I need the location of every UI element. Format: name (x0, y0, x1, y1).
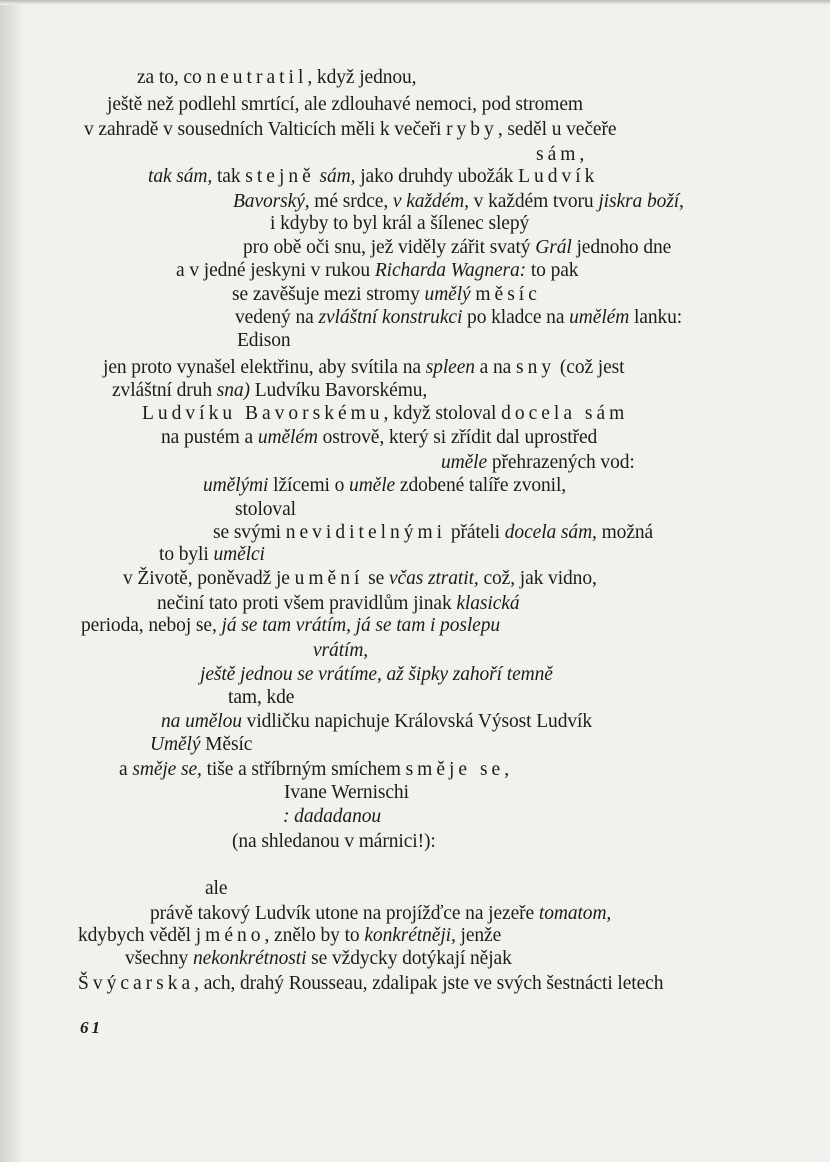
italic-segment: umělém (569, 307, 630, 328)
italic-segment: jiskra boží, (598, 191, 684, 212)
text-segment: se (363, 568, 389, 589)
poem-line (283, 805, 381, 829)
text-segment: právě takový Ludvík utone na projížďce na jezeře (150, 903, 539, 924)
text-segment: (na shledanou v márnici!): (232, 831, 436, 852)
poem-line (237, 329, 291, 353)
poem-line (84, 118, 616, 142)
text-segment: a na (474, 357, 516, 378)
text-segment: přáteli (446, 522, 505, 543)
page-top-edge (0, 0, 830, 5)
text-segment: , ach, drahý Rousseau, zdalipak jste ve svých šestnácti letech (194, 973, 664, 994)
poem-line (78, 972, 663, 996)
text-segment: v Životě, poněvadž je (123, 568, 295, 589)
text-segment: Ludvíku Bavorskému, (249, 380, 428, 401)
poem-line (159, 543, 265, 567)
italic-segment: umělý (424, 284, 471, 305)
text-segment: a v jedné jeskyni v rukou (176, 260, 375, 281)
poem-line (536, 143, 584, 167)
poem-line (243, 236, 671, 260)
poem-line (313, 639, 368, 663)
poem-line (232, 830, 436, 854)
spaced-segment: směje se (405, 759, 505, 780)
poem-line (270, 212, 529, 236)
text-segment: to byli (159, 544, 214, 565)
text-segment: v zahradě v sousedních Valticích měli k večeři (84, 119, 447, 140)
italic-segment: spleen (425, 357, 475, 378)
text-segment: Měsíc (200, 734, 253, 755)
poem-line (150, 902, 611, 926)
spaced-segment: Ludvíku Bavorskému (142, 403, 384, 424)
spaced-segment: neviditelnými (285, 522, 447, 543)
text-segment: vidličku napichuje Královská Výsost Ludvík (241, 711, 592, 732)
text-segment: ještě než podlehl smrtící, ale zdlouhavé nemoci, pod stromem (107, 94, 583, 115)
spaced-segment: sám (536, 144, 580, 165)
italic-segment: uměle (441, 452, 488, 473)
italic-segment: klasická (456, 593, 520, 614)
poem-line (119, 758, 509, 782)
poem-line (176, 259, 578, 283)
poem-line (148, 165, 598, 189)
italic-segment: umělci (213, 544, 265, 565)
text-segment: jenže (455, 925, 502, 946)
text-segment: lžícemi o (268, 475, 350, 496)
spaced-segment: Ludvík (518, 166, 599, 187)
text-segment: se svými (213, 522, 286, 543)
text-segment: na pustém a (161, 427, 258, 448)
text-segment: přehrazených vod: (487, 452, 635, 473)
page-number: 61 (80, 1018, 103, 1037)
text-segment: se vždycky dotýkají nějak (306, 948, 512, 969)
poem-line (107, 93, 583, 117)
italic-segment: Umělý (150, 734, 201, 755)
italic-segment: umělém (257, 427, 318, 448)
text-segment: nečiní tato proti všem pravidlům jinak (157, 593, 457, 614)
poem-line (137, 66, 416, 90)
poem-line (161, 710, 592, 734)
italic-segment: sna) (216, 380, 250, 401)
italic-segment: zvláštní konstrukci (318, 307, 463, 328)
italic-segment: sám, (319, 166, 356, 187)
poem-line (123, 567, 597, 591)
text-segment: pro obě oči snu, jež viděly zářit svatý (243, 237, 536, 258)
poem-line (125, 947, 512, 971)
text-segment: po kladce na (462, 307, 570, 328)
italic-segment: Richarda Wagnera: (374, 260, 527, 281)
poem-line (228, 686, 294, 710)
poem-line (232, 283, 541, 307)
text-segment: vedený na (235, 307, 319, 328)
text-segment: Edison (237, 330, 291, 351)
text-segment: , když stoloval (383, 403, 502, 424)
italic-segment: : dadadanou (283, 806, 382, 827)
italic-segment: směje se, (132, 759, 202, 780)
spaced-segment: měsíc (475, 284, 541, 305)
text-segment: , (579, 144, 585, 165)
italic-segment: ještě jednou se vrátíme, až šipky zahoří temně (200, 664, 553, 685)
spaced-segment: neutratil (206, 67, 308, 88)
text-segment: , (504, 759, 509, 780)
text-segment: tak (212, 166, 246, 187)
text-segment: tiše a stříbrným smíchem (201, 759, 406, 780)
italic-segment: nekonkrétnosti (192, 948, 307, 969)
text-segment: se zavěšuje mezi stromy (232, 284, 425, 305)
poem-line (81, 614, 500, 638)
italic-segment: konkrétněji, (364, 925, 456, 946)
text-segment: , seděl u večeře (497, 119, 617, 140)
text-segment: možná (596, 522, 654, 543)
italic-segment: tomatom, (538, 903, 612, 924)
text-segment: zdobené talíře zvonil, (395, 475, 567, 496)
poem-line (235, 306, 682, 330)
text-segment: i kdyby to byl král a šílenec slepý (270, 213, 530, 234)
poem-line (112, 379, 427, 403)
poem-line (157, 592, 519, 616)
text-segment: všechny (125, 948, 193, 969)
spaced-segment: Švýcarska (78, 973, 195, 994)
spaced-segment: docela sám (501, 403, 629, 424)
text-segment: mé srdce, (309, 191, 393, 212)
italic-segment: uměle (349, 475, 396, 496)
text-segment: jen proto vynašel elektřinu, aby svítila na (103, 357, 426, 378)
italic-segment: v každém, (392, 191, 469, 212)
poem-line (150, 733, 252, 757)
poem-line (441, 451, 635, 475)
italic-segment: vrátím, (313, 640, 369, 661)
text-segment: tam, kde (228, 687, 295, 708)
text-segment: a (119, 759, 133, 780)
text-segment: , znělo by to (264, 925, 365, 946)
poem-line (203, 474, 566, 498)
poem-line (142, 402, 628, 426)
spaced-segment: umění (294, 568, 364, 589)
text-segment: v každém tvoru (468, 191, 599, 212)
italic-segment: já se tam vrátím, já se tam i poslepu (221, 615, 501, 636)
poem-line (233, 190, 684, 214)
italic-segment: včas ztratit, (388, 568, 479, 589)
spaced-segment: jméno (195, 925, 265, 946)
poem-line (205, 877, 227, 901)
italic-segment: docela sám, (504, 522, 597, 543)
italic-segment: tak sám, (148, 166, 213, 187)
text-segment: jako druhdy ubožák (355, 166, 519, 187)
spaced-segment: stejně (245, 166, 315, 187)
spaced-segment: sny (516, 357, 556, 378)
poem-line (161, 426, 597, 450)
text-segment: to pak (526, 260, 579, 281)
italic-segment: Grál (535, 237, 572, 258)
text-segment: jednoho dne (571, 237, 672, 258)
text-segment: ale (205, 878, 228, 899)
poem-line (284, 781, 409, 805)
text-segment: za to, co (137, 67, 207, 88)
text-segment: perioda, neboj se, (81, 615, 222, 636)
text-segment: Ivane Wernischi (284, 782, 409, 803)
text-segment: lanku: (629, 307, 683, 328)
italic-segment: umělými (203, 475, 269, 496)
text-segment: což, jak vidno, (478, 568, 597, 589)
poem-line (213, 521, 653, 545)
text-segment: stoloval (235, 499, 296, 520)
poem-line (200, 663, 553, 687)
italic-segment: Bavorský, (233, 191, 310, 212)
spaced-segment: ryby (446, 119, 498, 140)
page-edge-shadow (0, 0, 22, 1162)
poem-line (78, 924, 501, 948)
text-segment: , když jednou, (307, 67, 417, 88)
italic-segment: na umělou (161, 711, 242, 732)
text-segment: (což jest (555, 357, 625, 378)
poem-line (235, 498, 296, 522)
text-segment: ostrově, který si zřídit dal uprostřed (317, 427, 598, 448)
text-segment: zvláštní druh (112, 380, 217, 401)
poem-line (103, 356, 624, 380)
text-segment: kdybych věděl (78, 925, 196, 946)
